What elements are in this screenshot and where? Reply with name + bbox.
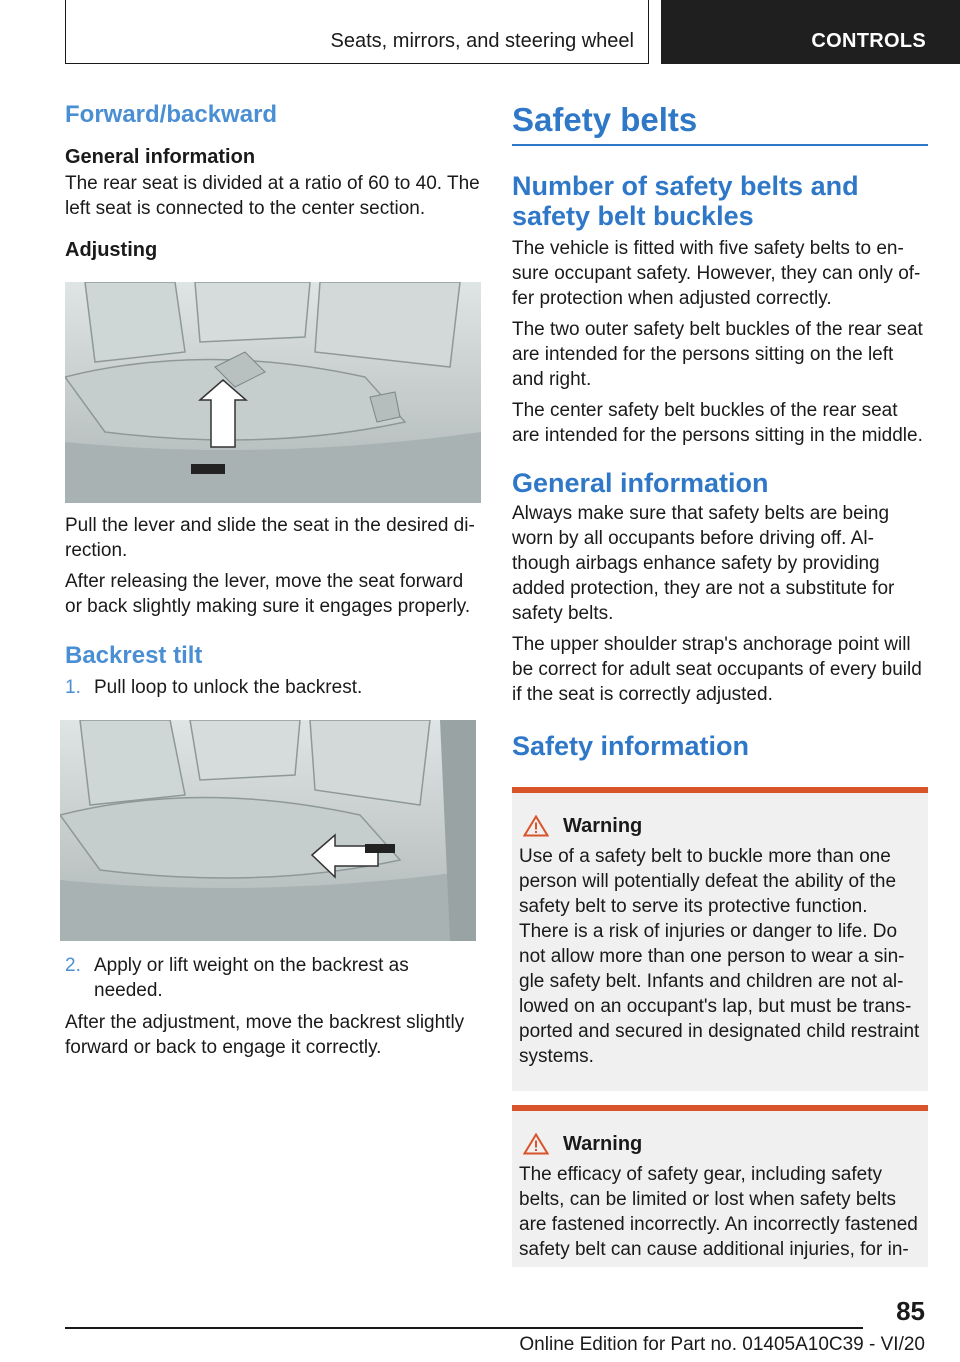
safety-information-heading: Safety information	[512, 730, 750, 761]
general-text-1: Always make sure that safety belts are being worn by all occupants before driving off. Al-though airbags enhance safety by providing added protection, they are not a substitute for safety belts.	[512, 502, 895, 624]
backrest-steps-list	[65, 675, 481, 700]
number-of-belts-heading: Number of safety belts and safety belt buckles	[512, 170, 859, 231]
adjust-text-1: Pull the lever and slide the seat in the desired di-rection.	[65, 515, 475, 561]
step-text: Pull loop to unlock the backrest.	[94, 677, 363, 698]
general-information-text: The rear seat is divided at a ratio of 60 to 40. The left seat is connected to the center section.	[65, 173, 480, 219]
rear-seat-lever-illustration	[65, 282, 481, 503]
number-text-3: The center safety belt buckles of the rear seat are intended for the persons sitting in the middle.	[512, 399, 923, 446]
backrest-loop-figure	[60, 720, 476, 941]
backrest-steps-list-2	[65, 953, 481, 1003]
footer-rule	[65, 1327, 863, 1329]
backrest-after-text: After the adjustment, move the backrest slightly forward or back to engage it correctly.	[65, 1012, 465, 1058]
backrest-tilt-heading: Backrest tilt	[65, 642, 203, 669]
general-information-subheading: General information	[65, 146, 256, 168]
right-column	[512, 100, 928, 1267]
safety-belts-title: Safety belts	[512, 101, 698, 138]
general-text-2: The upper shoulder strap's anchorage point will be correct for adult seat occupants of every build if the seat is correctly adjusted.	[512, 633, 922, 705]
warning-header	[523, 815, 920, 838]
warning-box-1	[512, 787, 928, 1091]
rear-seat-lever-figure	[65, 282, 481, 503]
step-number: 1.	[65, 677, 81, 698]
adjusting-subheading: Adjusting	[65, 239, 158, 261]
left-column	[65, 100, 481, 1060]
warning-triangle-icon	[523, 1133, 549, 1155]
warning-text: The efficacy of safety gear, including safety belts, can be limited or lost when safety belts are fastened incorrectly. An incorrectly fastened safety belt can cause additional injuries, for in-	[519, 1163, 918, 1260]
header-section-box	[65, 0, 649, 64]
warning-title: Warning	[563, 814, 643, 837]
number-text-2: The two outer safety belt buckles of the rear seat are intended for the persons sitting on the left and right.	[512, 318, 923, 390]
warning-text: Use of a safety belt to buckle more than one person will potentially defeat the ability of the safety belt to serve its protective function. There is a risk of injuries or danger to life. Do not allow more than one person to wear a sin-gle safety belt. Infants and children are not al-lowed on an occupant's lap, but must be trans-ported and secured in designated child restraint systems.	[519, 845, 920, 1067]
warning-triangle-icon	[523, 815, 549, 837]
adjust-text-2: After releasing the lever, move the seat forward or back slightly making sure it engages properly.	[65, 571, 471, 617]
warning-header	[523, 1133, 920, 1156]
warning-title: Warning	[563, 1132, 643, 1155]
general-information-heading: General information	[512, 467, 769, 498]
step-text: Apply or lift weight on the backrest as needed.	[94, 955, 409, 1001]
header-chapter-box	[661, 0, 960, 64]
list-item	[65, 953, 481, 1003]
page-number: 85	[896, 1296, 925, 1326]
title-rule	[512, 144, 928, 146]
header-section-title: Seats, mirrors, and steering wheel	[330, 30, 634, 52]
step-number: 2.	[65, 955, 81, 976]
header-chapter-title: CONTROLS	[811, 30, 926, 52]
backrest-loop-illustration	[60, 720, 476, 941]
number-text-1: The vehicle is fitted with five safety belts to en-sure occupant safety. However, they can only of-fer protection when adjusted correctly.	[512, 237, 921, 309]
list-item	[65, 675, 481, 700]
footer-edition-text: Online Edition for Part no. 01405A10C39 - VI/20	[519, 1334, 925, 1355]
warning-box-2	[512, 1105, 928, 1267]
forward-backward-heading: Forward/backward	[65, 101, 278, 128]
